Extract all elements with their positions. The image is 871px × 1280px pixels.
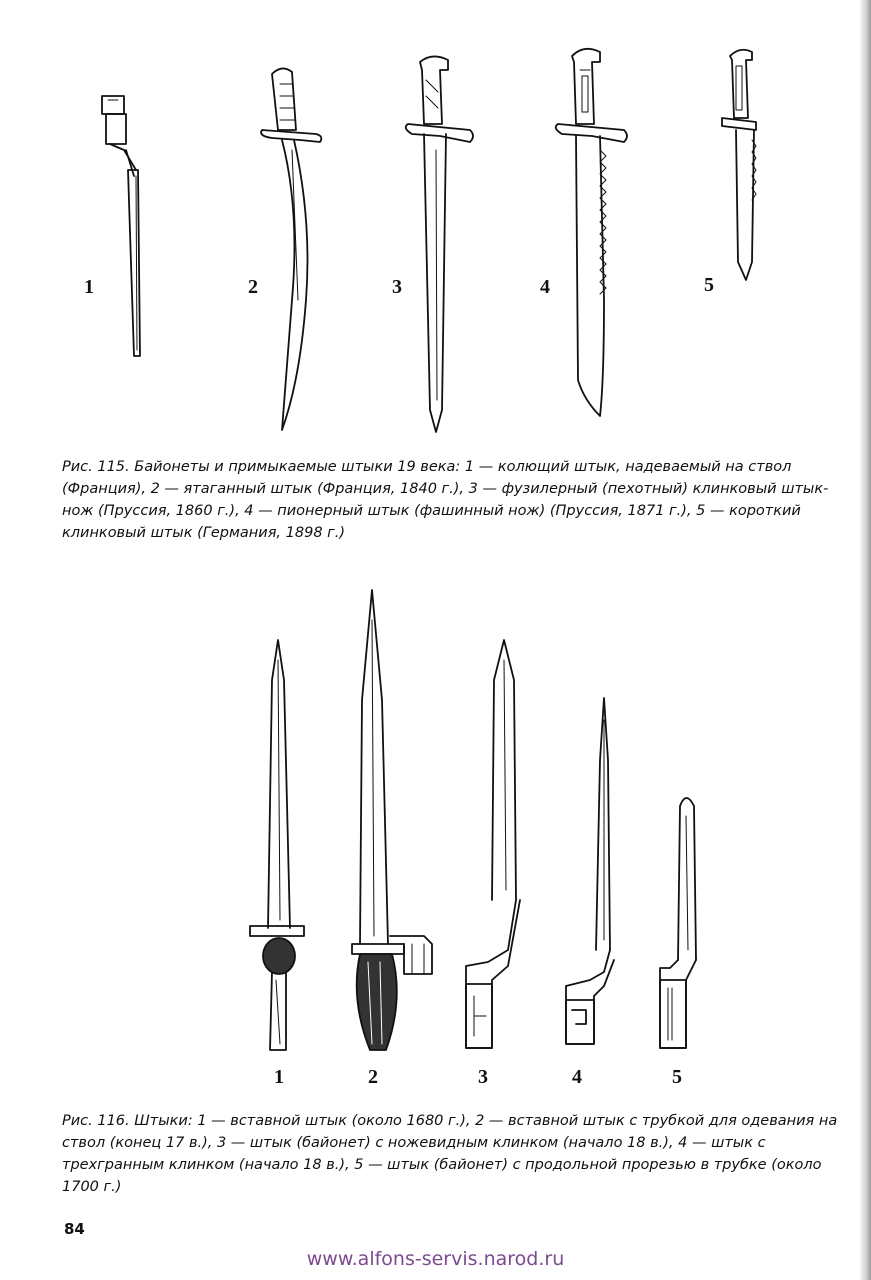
fig115-label-2: 2 [248,276,258,298]
figure-116-illustration [0,580,871,1060]
website-watermark[interactable]: www.alfons-servis.narod.ru [306,1248,565,1270]
figure-115-illustration [0,0,871,440]
fig116-label-3: 3 [478,1066,488,1088]
fig116-bayonet-4 [566,698,614,1044]
fig115-bayonet-1 [102,96,140,356]
fig116-label-4: 4 [572,1066,582,1088]
fig116-bayonet-1 [250,640,304,1050]
fig115-bayonet-5 [722,50,756,280]
fig115-caption: Рис. 115. Байонеты и примыкаемые штыки 19 века: 1 — колющий штык, надеваемый на ствол (Франция), 2 — ятаганный штык (Франция, 1840 г.), 3 — фузилерный (пехотный) клинковый штык-нож (Пруссия, 1860 г.), 4 — пионерный штык (фашинный нож) (Пруссия, 1871 г.), 5 — короткий клинковый штык (Германия, 1898 г.) [62,459,829,541]
fig116-label-2: 2 [368,1066,378,1088]
fig116-label-5: 5 [672,1066,682,1088]
fig115-label-4: 4 [540,276,550,298]
fig115-bayonet-4 [556,49,627,416]
fig115-bayonet-3 [406,56,473,432]
fig116-caption: Рис. 116. Штыки: 1 — вставной штык (около 1680 г.), 2 — вставной штык с трубкой для одевания на ствол (конец 17 в.), 3 — штык (байонет) с ножевидным клинком (начало 18 в.), 4 — штык с трехгранным клинком (начало 18 в.), 5 — штык (байонет) с продольной прорезью в трубке (около 1700 г.) [62,1113,838,1195]
page-number: 84 [64,1220,85,1238]
fig116-bayonet-5 [660,798,696,1048]
fig116-bayonet-2 [352,590,432,1050]
fig115-bayonet-2 [261,68,321,430]
fig115-label-1: 1 [84,276,94,298]
fig115-label-3: 3 [392,276,402,298]
fig116-bayonet-3 [466,640,520,1048]
fig116-label-1: 1 [274,1066,284,1088]
fig115-label-5: 5 [704,274,714,296]
